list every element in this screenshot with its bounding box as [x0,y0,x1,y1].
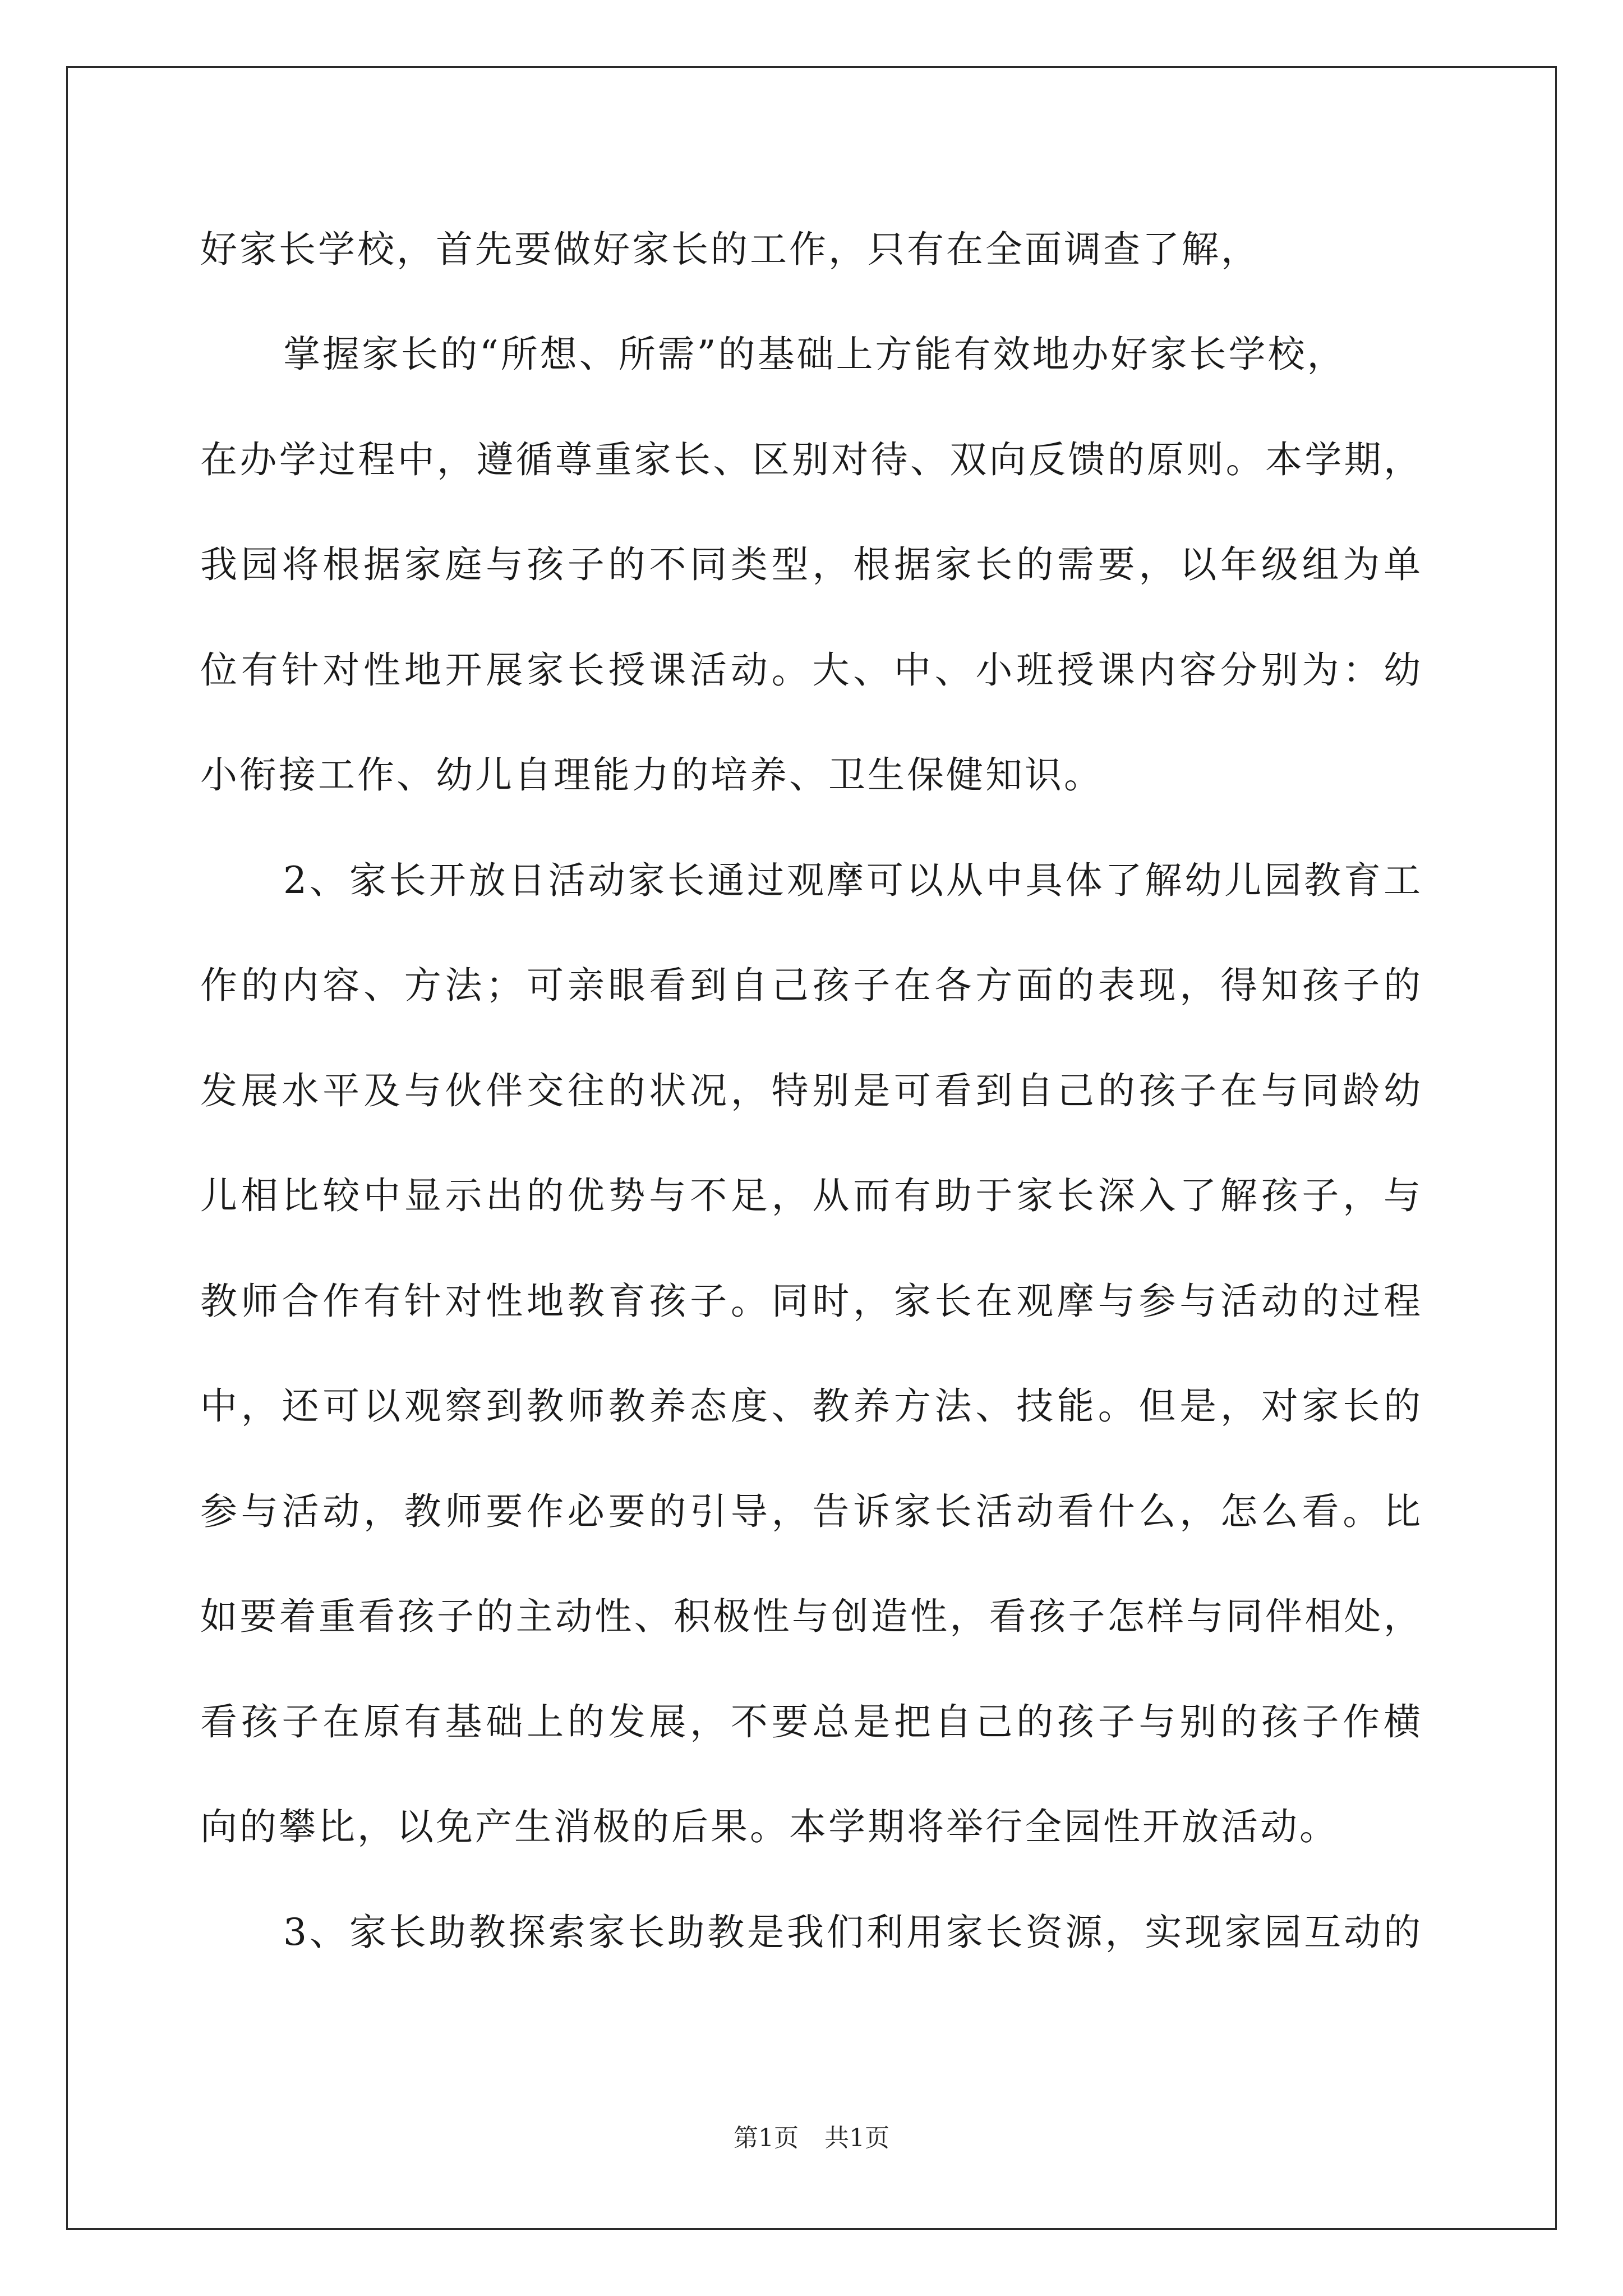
text-line: 3、家长助教探索家长助教是我们利用家长资源，实现家园互动的 [283,1911,1423,1954]
text-line: 向的攀比，以免产生消极的后果。本学期将举行全园性开放活动。 [200,1805,1339,1848]
text-line: 好家长学校，首先要做好家长的工作，只有在全面调查了解， [200,228,1260,271]
text-line: 在办学过程中，遵循尊重家长、区别对待、双向反馈的原则。本学期， [200,438,1423,481]
text-line: 位有针对性地开展家长授课活动。大、中、小班授课内容分别为：幼 [200,648,1423,692]
text-line: 掌握家长的“所想、所需”的基础上方能有效地办好家长学校， [283,333,1347,376]
text-line: 参与活动，教师要作必要的引导，告诉家长活动看什么，怎么看。比 [200,1490,1423,1533]
text-line: 如要着重看孩子的主动性、积极性与创造性，看孩子怎样与同伴相处， [200,1595,1423,1638]
page-number-current: 第1页 [734,2124,799,2152]
page-footer [0,2122,1623,2155]
text-line: 教师合作有针对性地教育孩子。同时，家长在观摩与参与活动的过程 [200,1280,1423,1323]
text-line: 发展水平及与伙伴交往的状况，特别是可看到自己的孩子在与同龄幼 [200,1069,1423,1112]
page-number-total: 共1页 [824,2124,889,2152]
text-line: 我园将根据家庭与孩子的不同类型，根据家长的需要，以年级组为单 [200,543,1423,586]
text-line: 作的内容、方法；可亲眼看到自己孩子在各方面的表现，得知孩子的 [200,964,1423,1007]
text-line: 儿相比较中显示出的优势与不足，从而有助于家长深入了解孩子，与 [200,1174,1423,1217]
text-line: 小衔接工作、幼儿自理能力的培养、卫生保健知识。 [200,753,1103,797]
text-line: 中，还可以观察到教师教养态度、教养方法、技能。但是，对家长的 [200,1384,1423,1428]
text-line: 看孩子在原有基础上的发展，不要总是把自己的孩子与别的孩子作横 [200,1700,1423,1743]
text-line: 2、家长开放日活动家长通过观摩可以从中具体了解幼儿园教育工 [283,859,1423,902]
